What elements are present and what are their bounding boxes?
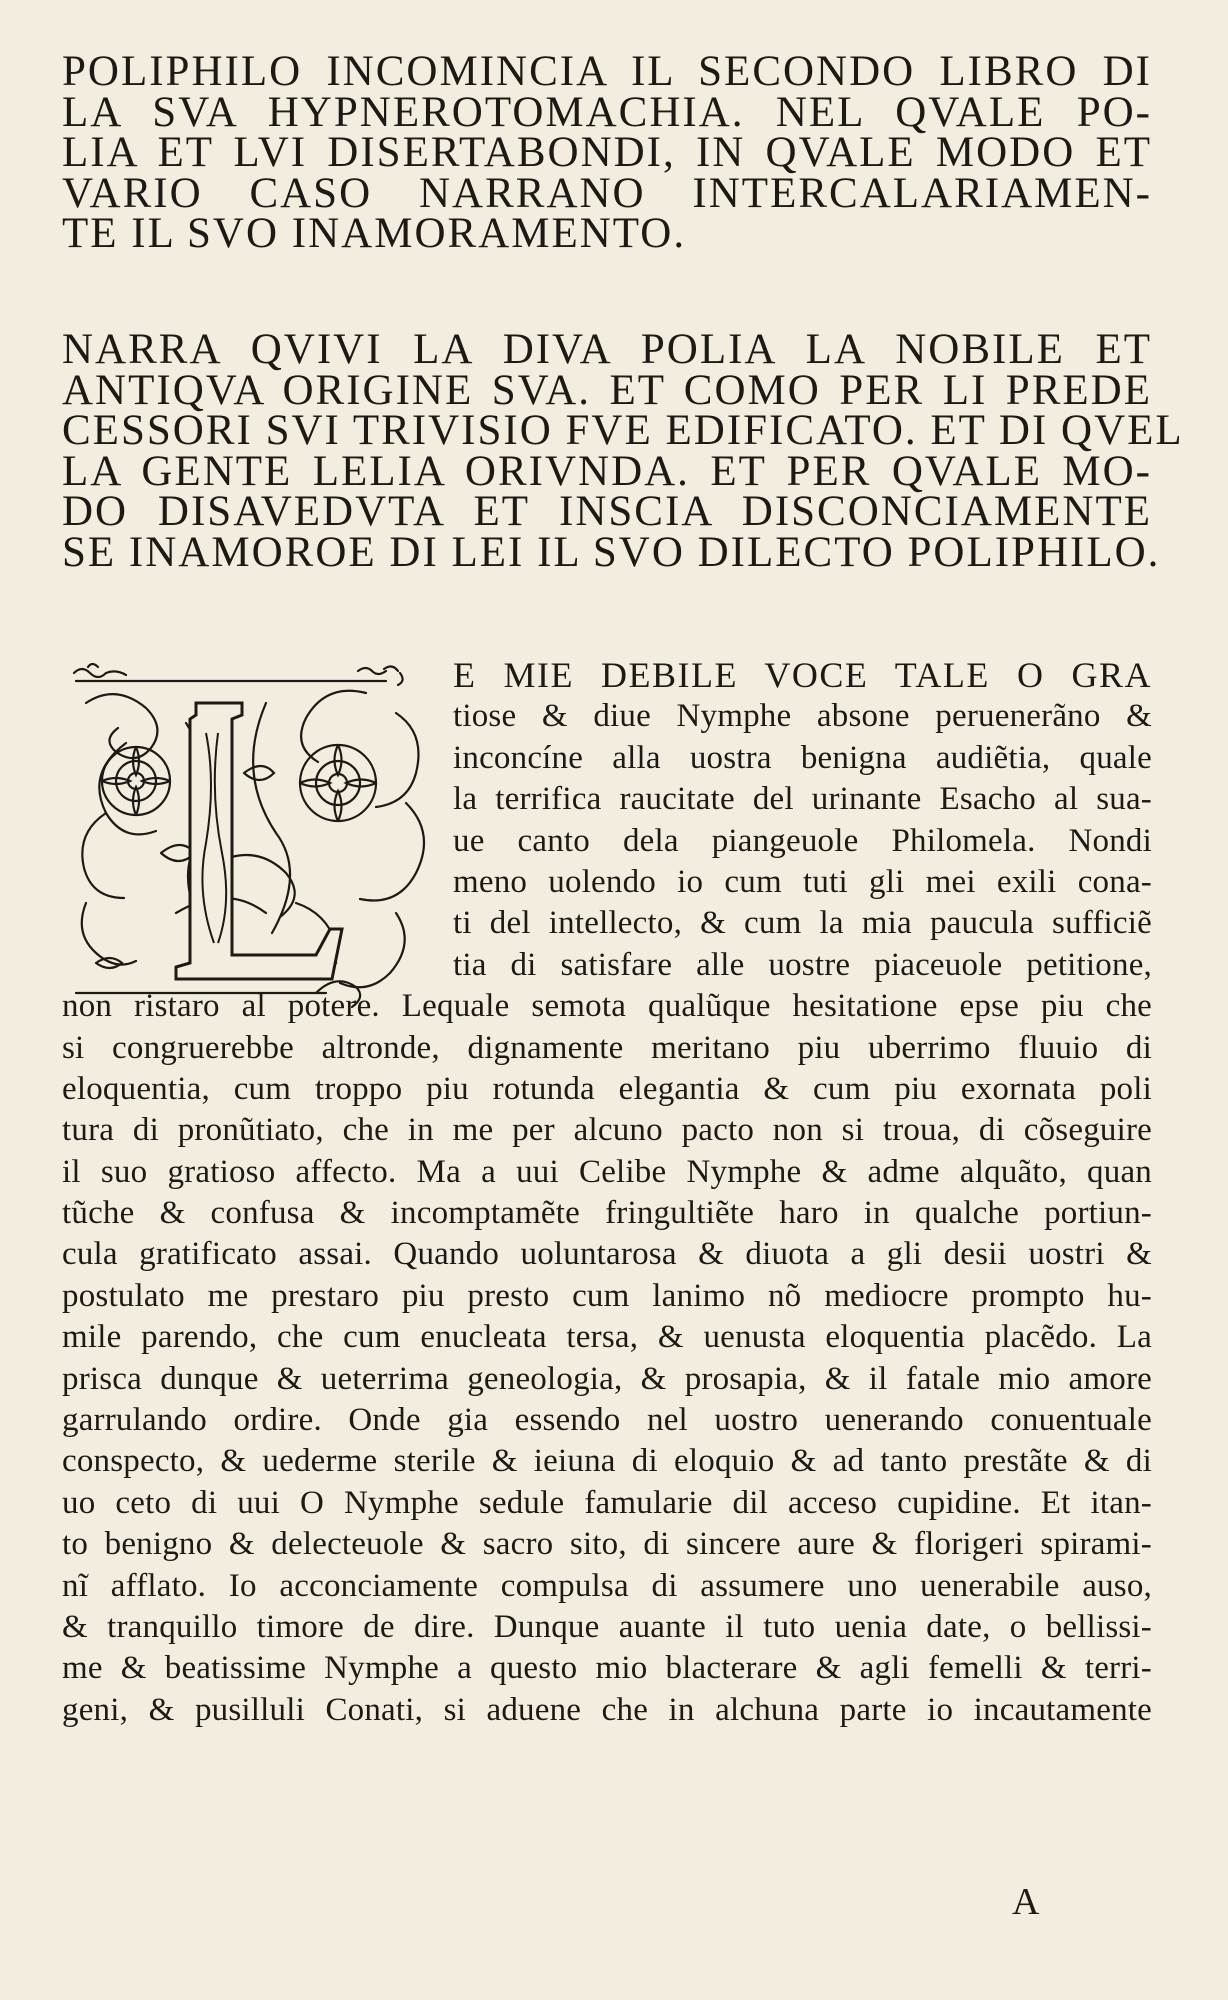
text-line: tũche & confusa & incomptamẽte fringultiẽte haro in qualche portiun- [62,1195,1152,1232]
text-line: garrulando ordire. Onde gia essendo nel uostro uenerando conuentuale [62,1402,1152,1439]
text-line: cula gratificato assai. Quando uoluntarosa & diuota a gli desii uostri & [62,1236,1152,1273]
text-line: E MIE DEBILE VOCE TALE O GRA [453,655,1152,695]
text-line: il suo gratioso affecto. Ma a uui Celibe Nymphe & adme alquãto, quan [62,1153,1152,1190]
summary-line: DO DISAVEDVTA ET INSCIA DISCONCIAMENTE [62,488,1152,535]
text-line: postulato me prestaro piu presto cum lanimo nõ mediocre prompto hu- [62,1277,1152,1314]
text-line: uo ceto di uui O Nymphe sedule famularie dil acceso cupidine. Et itan- [62,1484,1152,1521]
text-line: tiose & diue Nymphe absone peruenerãno & [453,698,1152,735]
heading-line: VARIO CASO NARRANO INTERCALARIAMEN- [62,169,1152,217]
text-line: ue canto dela piangeuole Philomela. Nondi [453,822,1152,859]
text-line: conspecto, & uederme sterile & ieiuna di eloquio & ad tanto prestãte & di [62,1443,1152,1480]
text-line: to benigno & delecteuole & sacro sito, di sincere aure & florigeri spirami- [62,1526,1152,1563]
text-line: prisca dunque & ueterrima geneologia, & prosapia, & il fatale mio amore [62,1360,1152,1397]
text-line: nĩ afflato. Io acconciamente compulsa di assumere uno uenerabile auso, [62,1567,1152,1604]
text-line: la terrifica raucitate del urinante Esacho al sua- [453,781,1152,818]
text-line: geni, & pusilluli Conati, si aduene che in alchuna parte io incautamente [62,1691,1152,1728]
text-line: me & beatissime Nymphe a questo mio blacterare & agli femelli & terri- [62,1650,1152,1687]
summary-line: NARRA QVIVI LA DIVA POLIA LA NOBILE ET [62,326,1152,373]
heading-line: LIA ET LVI DISERTABONDI, IN QVALE MODO ET [62,129,1152,176]
text-line: non ristaro al potere. Lequale semota qualũque hesitatione epse piu che [62,988,1152,1025]
text-line: inconcíne alla uostra benigna audiẽtia, quale [453,739,1152,776]
heading-line: POLIPHILO INCOMINCIA IL SECONDO LIBRO DI [62,48,1152,95]
book-heading [62,48,1152,257]
initial-letter-text: L [126,893,127,894]
text-line: mile parendo, che cum enucleata tersa, & uenusta eloquentia placẽdo. La [62,1319,1152,1356]
body-text [62,655,1152,1731]
text-line: tura di pronũtiato, che in me per alcuno pacto non si troua, di cõseguire [62,1112,1152,1149]
text-line: ti del intellecto, & cum la mia paucula sufficiẽ [453,905,1152,942]
chapter-summary [62,326,1184,576]
summary-line: SE INAMOROE DI LEI IL SVO DILECTO POLIPHILO. [62,528,1161,576]
heading-line: TE IL SVO INAMORAMENTO. [62,210,687,257]
signature-mark: A [1012,1881,1040,1923]
summary-line: LA GENTE LELIA ORIVNDA. ET PER QVALE MO- [62,447,1152,495]
summary-line: CESSORI SVI TRIVISIO FVE EDIFICATO. ET DI QVEL [62,407,1184,454]
heading-line: LA SVA HYPNEROTOMACHIA. NEL QVALE PO- [62,88,1152,136]
text-line: meno uolendo io cum tuti gli mei exili cona- [453,863,1152,900]
summary-line: ANTIQVA ORIGINE SVA. ET COMO PER LI PREDE [62,366,1152,414]
text-line: eloquentia, cum troppo piu rotunda elegantia & cum piu exornata poli [62,1070,1152,1107]
text-line: tia di satisfare alle uostre piaceuole petitione, [453,946,1152,983]
text-line: si congruerebbe altronde, dignamente meritano piu uberrimo fluuio di [62,1029,1152,1066]
text-line: & tranquillo timore de dire. Dunque auante il tuto uenia date, o bellissi- [62,1608,1152,1645]
